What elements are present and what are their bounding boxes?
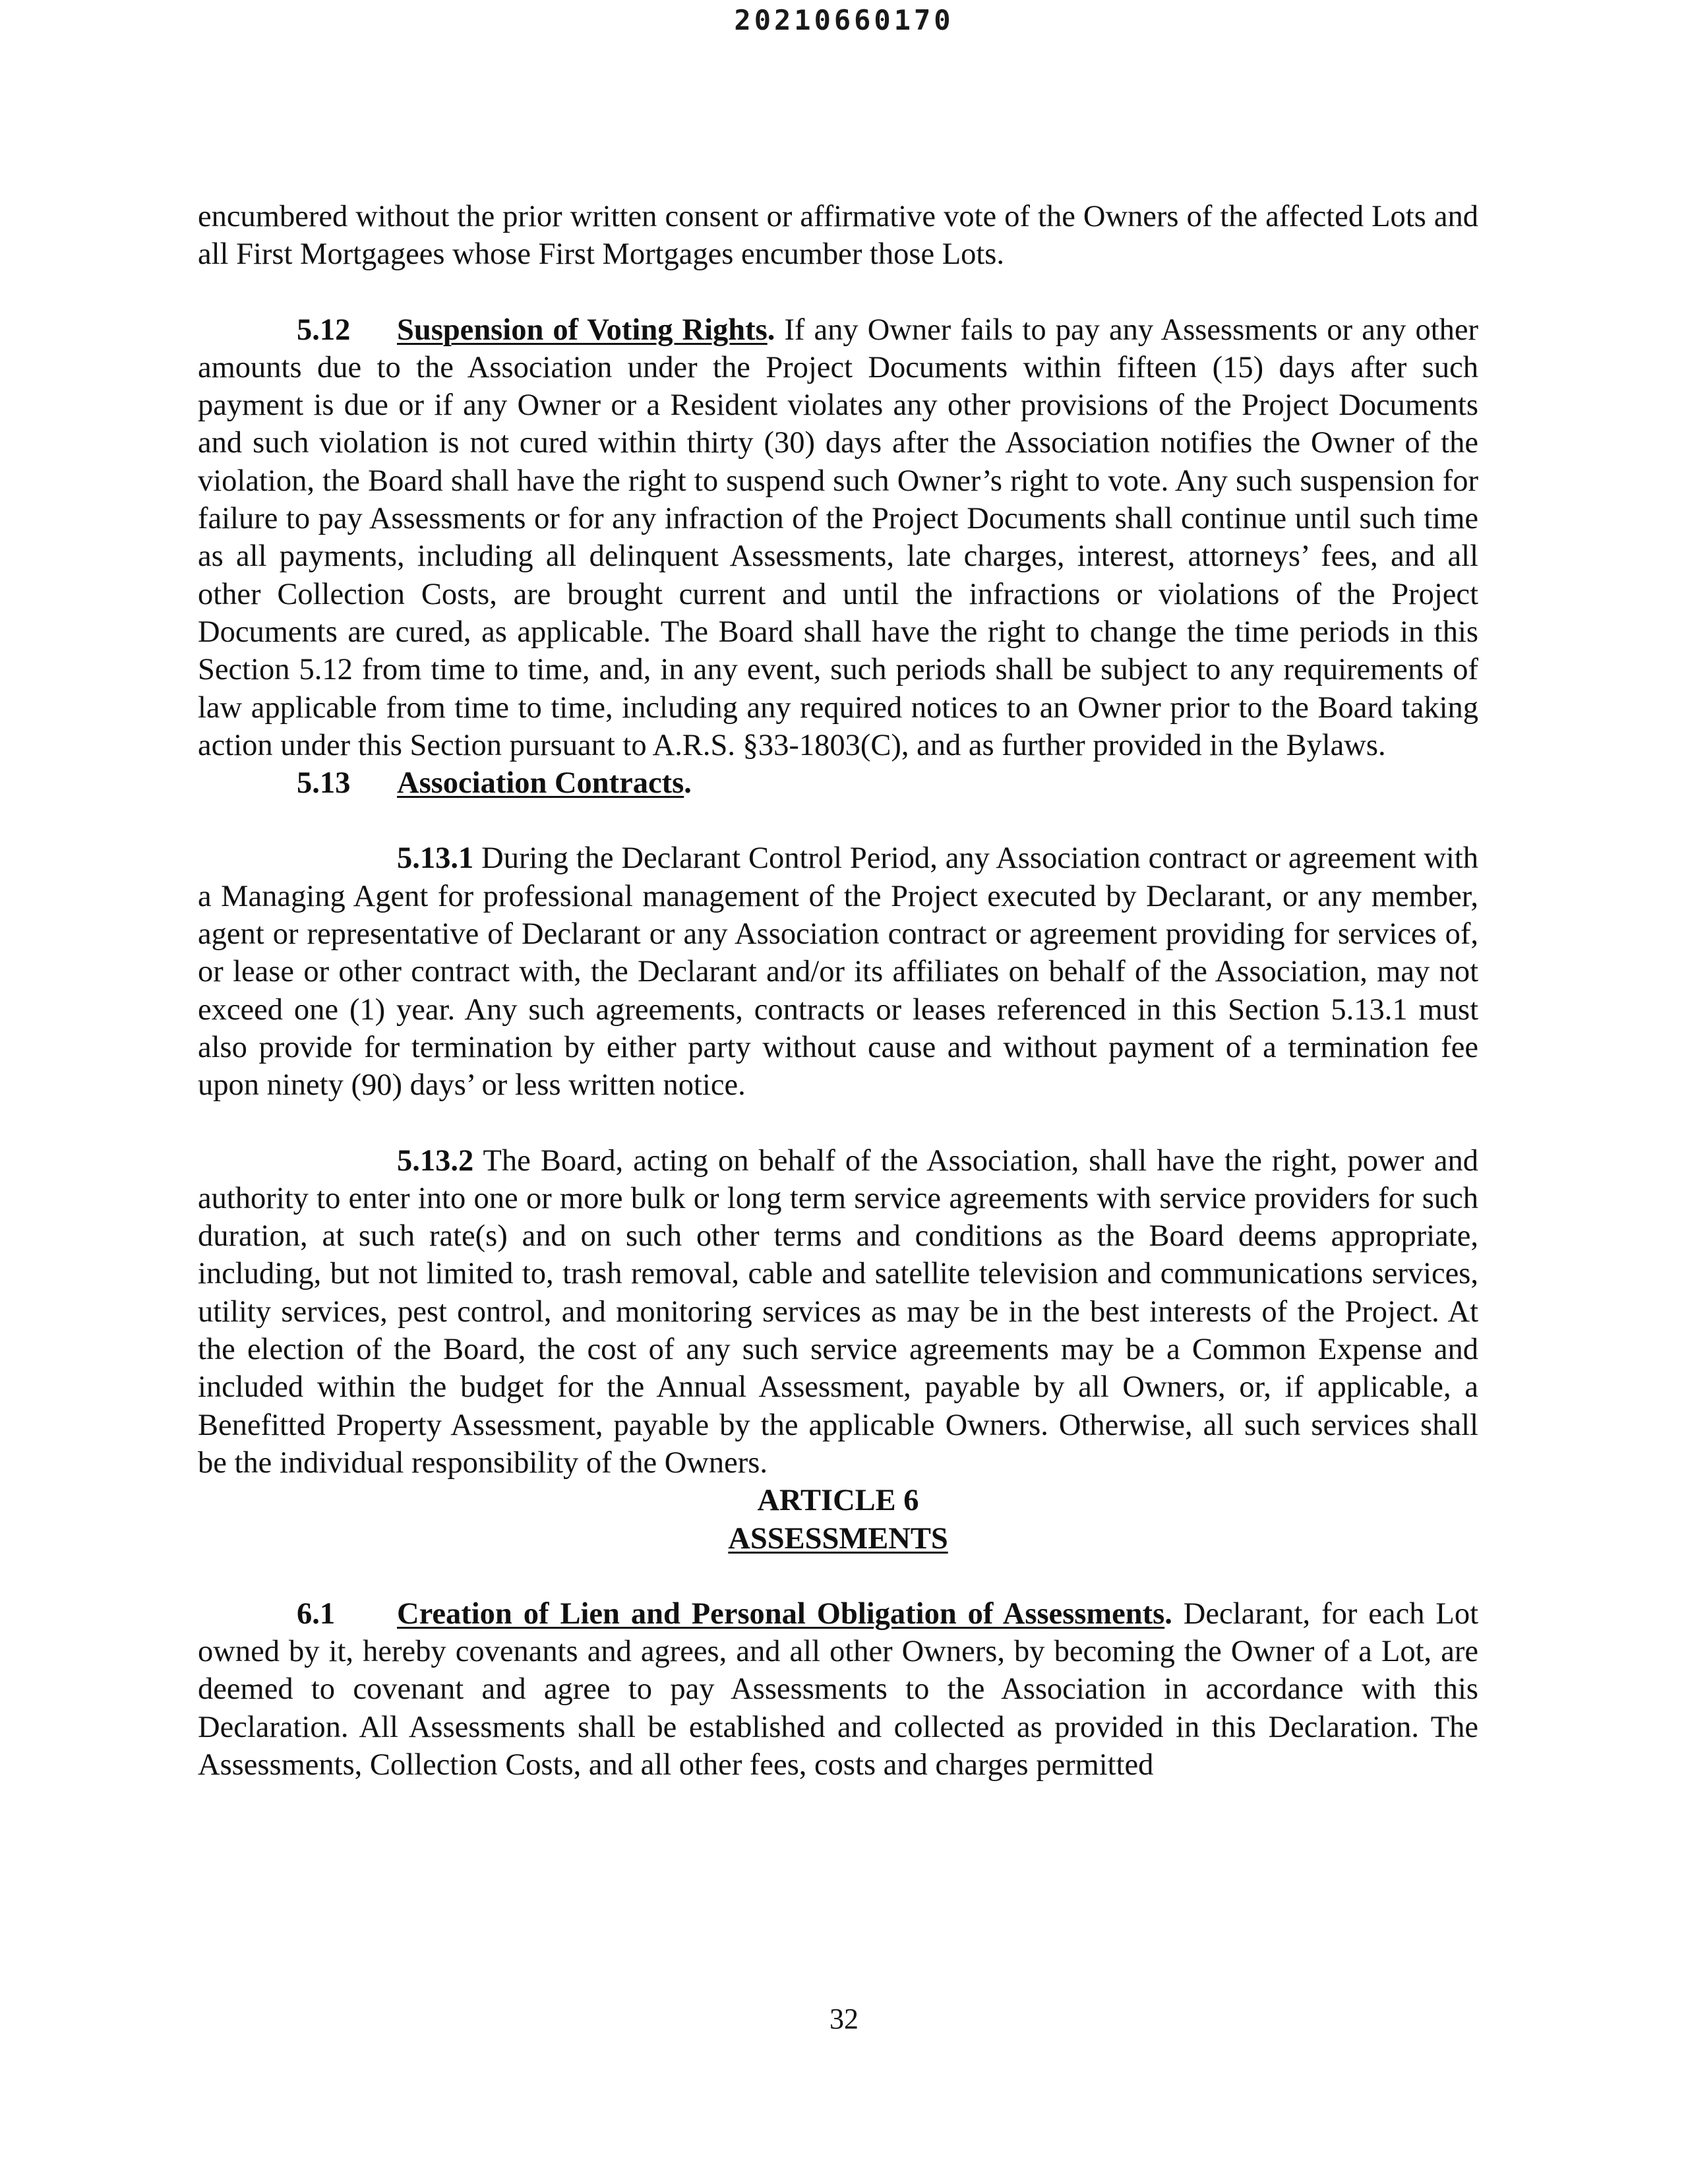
article-6-heading — [198, 1482, 1478, 1558]
section-6-1-title: Creation of Lien and Personal Obligation of Assessments — [397, 1596, 1165, 1631]
section-5-13-1-paragraph — [198, 839, 1478, 1104]
section-6-1-body: Declarant, for each Lot owned by it, hereby covenants and agrees, and all other Owners, by becoming the Owner of a Lot, are deemed to covenant and agree to pay Assessments to the Association in accordance with this Declaration. All Assessments shall be established and collected as provided in this Declaration. The Assessments, Collection Costs, and all other fees, costs and charges permitted — [198, 1596, 1478, 1782]
section-5-13-number: 5.13 — [297, 766, 351, 801]
section-5-13-title-period: . — [684, 766, 692, 801]
section-6-1-title-period: . — [1164, 1596, 1172, 1631]
continuation-paragraph: encumbered without the prior written consent or affirmative vote of the Owners of the affected Lots and all First Mortgagees whose First Mortgages encumber those Lots. — [198, 200, 1478, 272]
section-5-13-2-paragraph — [198, 1142, 1478, 1482]
section-5-13-2-body: The Board, acting on behalf of the Association, shall have the right, power and authority to enter into one or more bulk or long term service agreements with service providers for such duration, at such rate(s) and on such other terms and conditions as the Board deems appropriate, including, but not limited to, trash removal, cable and satellite television and communications services, utility services, pest control, and monitoring services as may be in the best interests of the Project. At the election of the Board, the cost of any such service agreements may be a Common Expense and included within the budget for the Annual Assessment, payable by all Owners, or, if applicable, a Benefitted Property Assessment, payable by the applicable Owners. Otherwise, all such services shall be the individual responsibility of the Owners. — [198, 1143, 1478, 1480]
page-number: 32 — [829, 2003, 859, 2035]
article-6-title: ASSESSMENTS — [728, 1521, 948, 1556]
recording-number: 20210660170 — [734, 4, 954, 36]
section-5-12-number: 5.12 — [297, 313, 351, 347]
section-5-13-1-body: During the Declarant Control Period, any Association contract or agreement with a Managing Agent for professional management of the Project executed by Declarant, or any member, agent or representative of Declarant or any Association contract or agreement providing for services of, or lease or other contract with, the Declarant and/or its affiliates on behalf of the Association, may not exceed one (1) year. Any such agreements, contracts or leases referenced in this Section 5.13.1 must also provide for termination by either party without cause and without payment of a termination fee upon ninety (90) days’ or less written notice. — [198, 841, 1478, 1103]
section-5-13-2-number: 5.13.2 — [397, 1143, 474, 1178]
section-5-13-title: Association Contracts — [397, 766, 684, 801]
section-5-12-title: Suspension of Voting Rights — [397, 313, 768, 347]
section-5-12-title-period: . — [767, 313, 775, 347]
section-5-13-1-number: 5.13.1 — [397, 841, 474, 876]
section-6-1-paragraph — [198, 1595, 1478, 1784]
document-body — [198, 198, 1478, 1784]
section-6-1-number: 6.1 — [297, 1596, 336, 1631]
section-5-12-paragraph — [198, 311, 1478, 765]
article-6-label: ARTICLE 6 — [757, 1484, 919, 1518]
section-5-13-heading — [198, 764, 1478, 802]
section-5-12-body: If any Owner fails to pay any Assessments or any other amounts due to the Association under the Project Documents within fifteen (15) days after such payment is due or if any Owner or a Resident violates any other provisions of the Project Documents and such violation is not cured within thirty (30) days after the Association notifies the Owner of the violation, the Board shall have the right to suspend such Owner’s right to vote. Any such suspension for failure to pay Assessments or for any infraction of the Project Documents shall continue until such time as all payments, including all delinquent Assessments, late charges, interest, attorneys’ fees, and all other Collection Costs, are brought current and until the infractions or violations of the Project Documents are cured, as applicable. The Board shall have the right to change the time periods in this Section 5.12 from time to time, and, in any event, such periods shall be subject to any requirements of law applicable from time to time, including any required notices to an Owner prior to the Board taking action under this Section pursuant to A.R.S. §33-1803(C), and as further provided in the Bylaws. — [198, 313, 1478, 762]
